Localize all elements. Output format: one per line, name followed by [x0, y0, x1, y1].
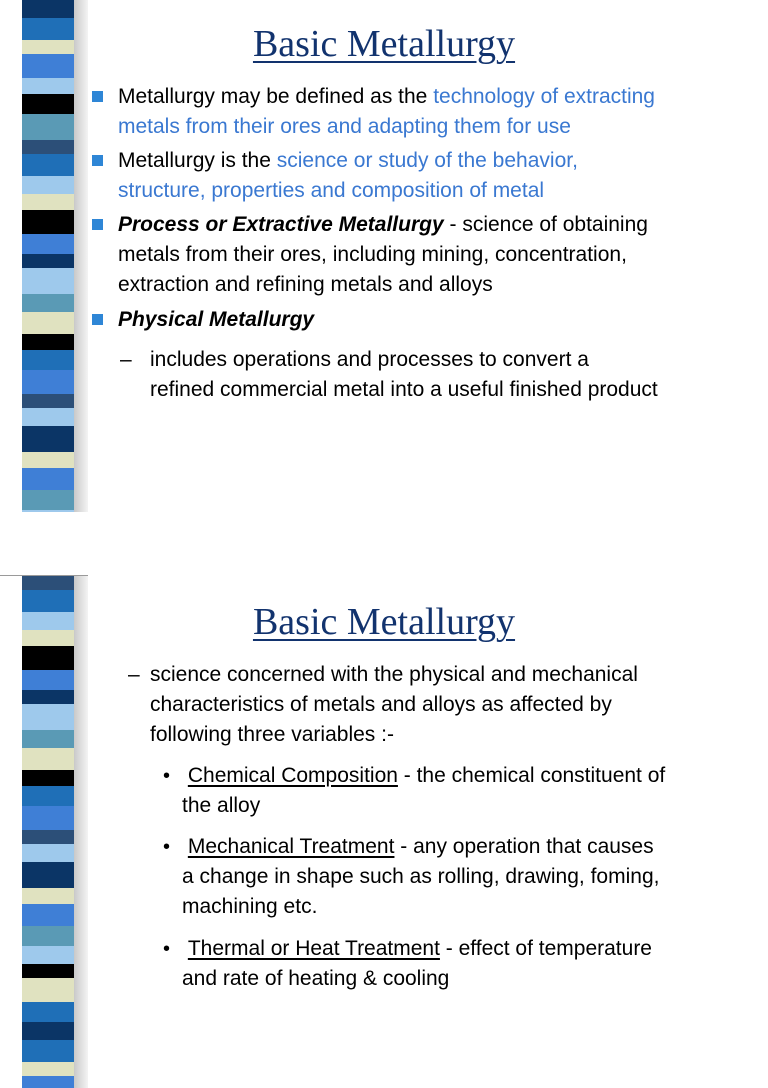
text-line: following three variables :-	[150, 723, 394, 746]
highlight-text-run: structure, properties and composition of metal	[118, 179, 545, 202]
text-line: refined commercial metal into a useful finished product	[150, 378, 658, 401]
text-run: metals from their ores, including mining, concentration,	[118, 243, 627, 266]
bullet-square-icon	[92, 314, 103, 325]
text-line	[118, 112, 655, 142]
round-bullet-icon: •	[163, 836, 171, 858]
variable-term: Thermal or Heat Treatment	[187, 937, 440, 960]
variable-item	[182, 934, 652, 994]
text-line	[118, 146, 578, 176]
text-run: Metallurgy is the	[118, 149, 277, 172]
text-run: extraction and refining metals and alloys	[118, 273, 493, 296]
text-line: includes operations and processes to convert a	[150, 348, 589, 371]
text-run: - any operation that causes	[394, 835, 654, 858]
text-line: characteristics of metals and alloys as affected by	[150, 693, 612, 716]
bullet-text	[118, 305, 314, 335]
highlight-text-run: metals from their ores and adapting them for use	[118, 115, 571, 138]
text-run: - effect of temperature	[439, 937, 652, 960]
text-line	[182, 761, 665, 791]
intro-text	[150, 660, 638, 750]
variable-term: Chemical Composition	[187, 764, 398, 787]
slide-2-title: Basic Metallurgy	[252, 601, 516, 643]
bullet-square-icon	[92, 219, 103, 230]
dash-bullet: –	[128, 663, 140, 686]
term-text-run: Process or Extractive Metallurgy	[118, 213, 444, 236]
text-line	[118, 176, 578, 206]
text-line	[118, 210, 648, 240]
text-line	[118, 240, 648, 270]
dash-bullet: –	[120, 348, 132, 371]
round-bullet-icon: •	[163, 938, 171, 960]
text-run: - science of obtaining	[443, 213, 648, 236]
text-run: Metallurgy may be defined as the	[118, 85, 434, 108]
term-text-run: Physical Metallurgy	[118, 308, 315, 331]
text-run: - the chemical constituent of	[397, 764, 666, 787]
slide-2-content	[0, 576, 768, 1088]
bullet-text	[118, 146, 578, 206]
text-line: the alloy	[182, 794, 261, 817]
slide-1-content	[0, 0, 768, 512]
variable-term: Mechanical Treatment	[187, 835, 395, 858]
text-line	[182, 832, 659, 862]
round-bullet-icon: •	[163, 765, 171, 787]
highlight-text-run: technology of extracting	[433, 85, 655, 108]
text-line	[118, 305, 314, 335]
text-line: and rate of heating & cooling	[182, 967, 450, 990]
sub-item-text	[150, 345, 658, 405]
slide-1-title: Basic Metallurgy	[252, 23, 516, 65]
variable-item	[182, 761, 665, 821]
text-line: science concerned with the physical and mechanical	[150, 663, 638, 686]
text-line	[182, 934, 652, 964]
bullet-text	[118, 210, 648, 300]
text-line: a change in shape such as rolling, drawing, foming,	[182, 865, 660, 888]
bullet-text	[118, 82, 655, 142]
text-line: machining etc.	[182, 895, 318, 918]
text-line	[118, 82, 655, 112]
text-line	[118, 270, 648, 300]
bullet-square-icon	[92, 91, 103, 102]
slide-2	[0, 576, 768, 1088]
highlight-text-run: science or study of the behavior,	[276, 149, 578, 172]
variable-item	[182, 832, 659, 922]
slide-1	[0, 0, 768, 512]
bullet-square-icon	[92, 155, 103, 166]
